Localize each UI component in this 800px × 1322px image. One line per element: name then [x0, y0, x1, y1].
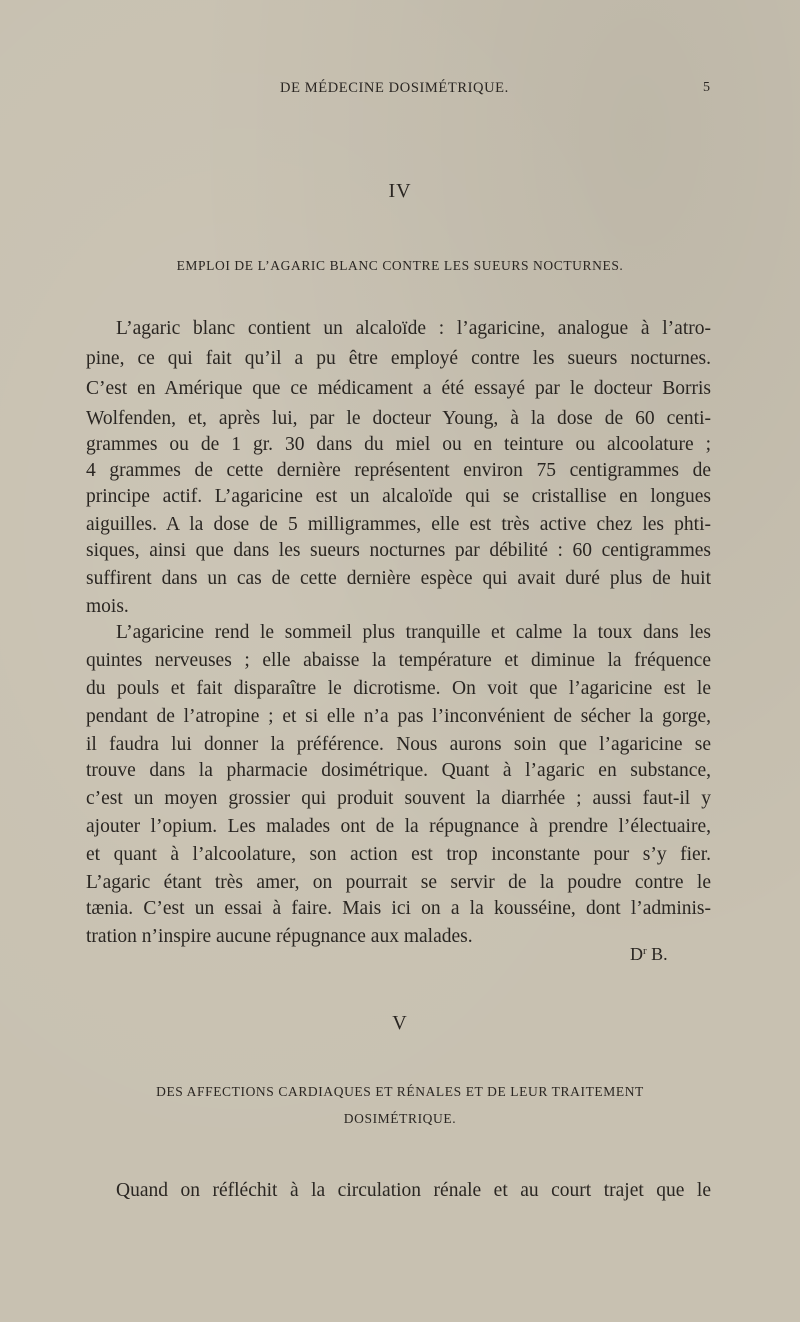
paragraph-line: tration n’inspire aucune répugnance aux malades.	[86, 926, 473, 947]
signature-rest: B.	[646, 944, 668, 964]
paragraph-line: Wolfenden, et, après lui, par le docteur Young, à la dose de 60 centi-	[86, 408, 711, 429]
paragraph-line: grammes ou de 1 gr. 30 dans du miel ou en teinture ou alcoolature ;	[86, 434, 711, 455]
paragraph-line: tænia. C’est un essai à faire. Mais ici on a la kousséine, dont l’adminis-	[86, 898, 711, 919]
section-number-iv: IV	[388, 180, 412, 202]
paragraph-line: du pouls et fait disparaître le dicrotisme. On voit que l’agaricine est le	[86, 678, 711, 699]
page-number: 5	[703, 80, 710, 95]
paragraph-line: c’est un moyen grossier qui produit souvent la diarrhée ; aussi faut-il y	[86, 788, 711, 809]
paragraph-line: ajouter l’opium. Les malades ont de la répugnance à prendre l’électuaire,	[86, 816, 711, 837]
section-title-iv: EMPLOI DE L’AGARIC BLANC CONTRE LES SUEURS NOCTURNES.	[176, 258, 624, 273]
paragraph-line: 4 grammes de cette dernière représentent environ 75 centigrammes de	[86, 460, 711, 481]
paragraph-line: trouve dans la pharmacie dosimétrique. Quant à l’agaric en substance,	[86, 760, 711, 781]
paragraph-line: pendant de l’atropine ; et si elle n’a pas l’inconvénient de sécher la gorge,	[86, 706, 711, 727]
paragraph-line: L’agaric blanc contient un alcaloïde : l’agaricine, analogue à l’atro-	[116, 318, 711, 339]
paragraph-line: et quant à l’alcoolature, son action est trop inconstante pour s’y fier.	[86, 844, 711, 865]
section-title-v-line2: DOSIMÉTRIQUE.	[343, 1111, 457, 1126]
signature-superscript: r	[643, 945, 647, 957]
section-title-v-line1: DES AFFECTIONS CARDIAQUES ET RÉNALES ET DE LEUR TRAITEMENT	[156, 1084, 644, 1099]
signature-initial: D	[630, 944, 643, 964]
paragraph-line: principe actif. L’agaricine est un alcaloïde qui se cristallise en longues	[86, 486, 711, 507]
paragraph-line: siques, ainsi que dans les sueurs nocturnes par débilité : 60 centigrammes	[86, 540, 711, 561]
paragraph-line: L’agaric étant très amer, on pourrait se servir de la poudre contre le	[86, 872, 711, 893]
paragraph-line: mois.	[86, 596, 129, 617]
running-title: DE MÉDECINE DOSIMÉTRIQUE.	[280, 80, 509, 96]
running-head	[0, 80, 800, 104]
section-number-v: V	[392, 1012, 408, 1034]
paragraph-line: L’agaricine rend le sommeil plus tranquille et calme la toux dans les	[116, 622, 711, 643]
paragraph-line: il faudra lui donner la préférence. Nous aurons soin que l’agaricine se	[86, 734, 711, 755]
author-signature	[630, 944, 668, 965]
paragraph-line: C’est en Amérique que ce médicament a été essayé par le docteur Borris	[86, 378, 711, 399]
paragraph-line: aiguilles. A la dose de 5 milligrammes, elle est très active chez les phti-	[86, 514, 711, 535]
paragraph-line: pine, ce qui fait qu’il a pu être employé contre les sueurs nocturnes.	[86, 348, 711, 369]
paragraph-line: quintes nerveuses ; elle abaisse la température et diminue la fréquence	[86, 650, 711, 671]
paragraph-line: Quand on réfléchit à la circulation rénale et au court trajet que le	[116, 1180, 711, 1201]
paragraph-line: suffirent dans un cas de cette dernière espèce qui avait duré plus de huit	[86, 568, 711, 589]
